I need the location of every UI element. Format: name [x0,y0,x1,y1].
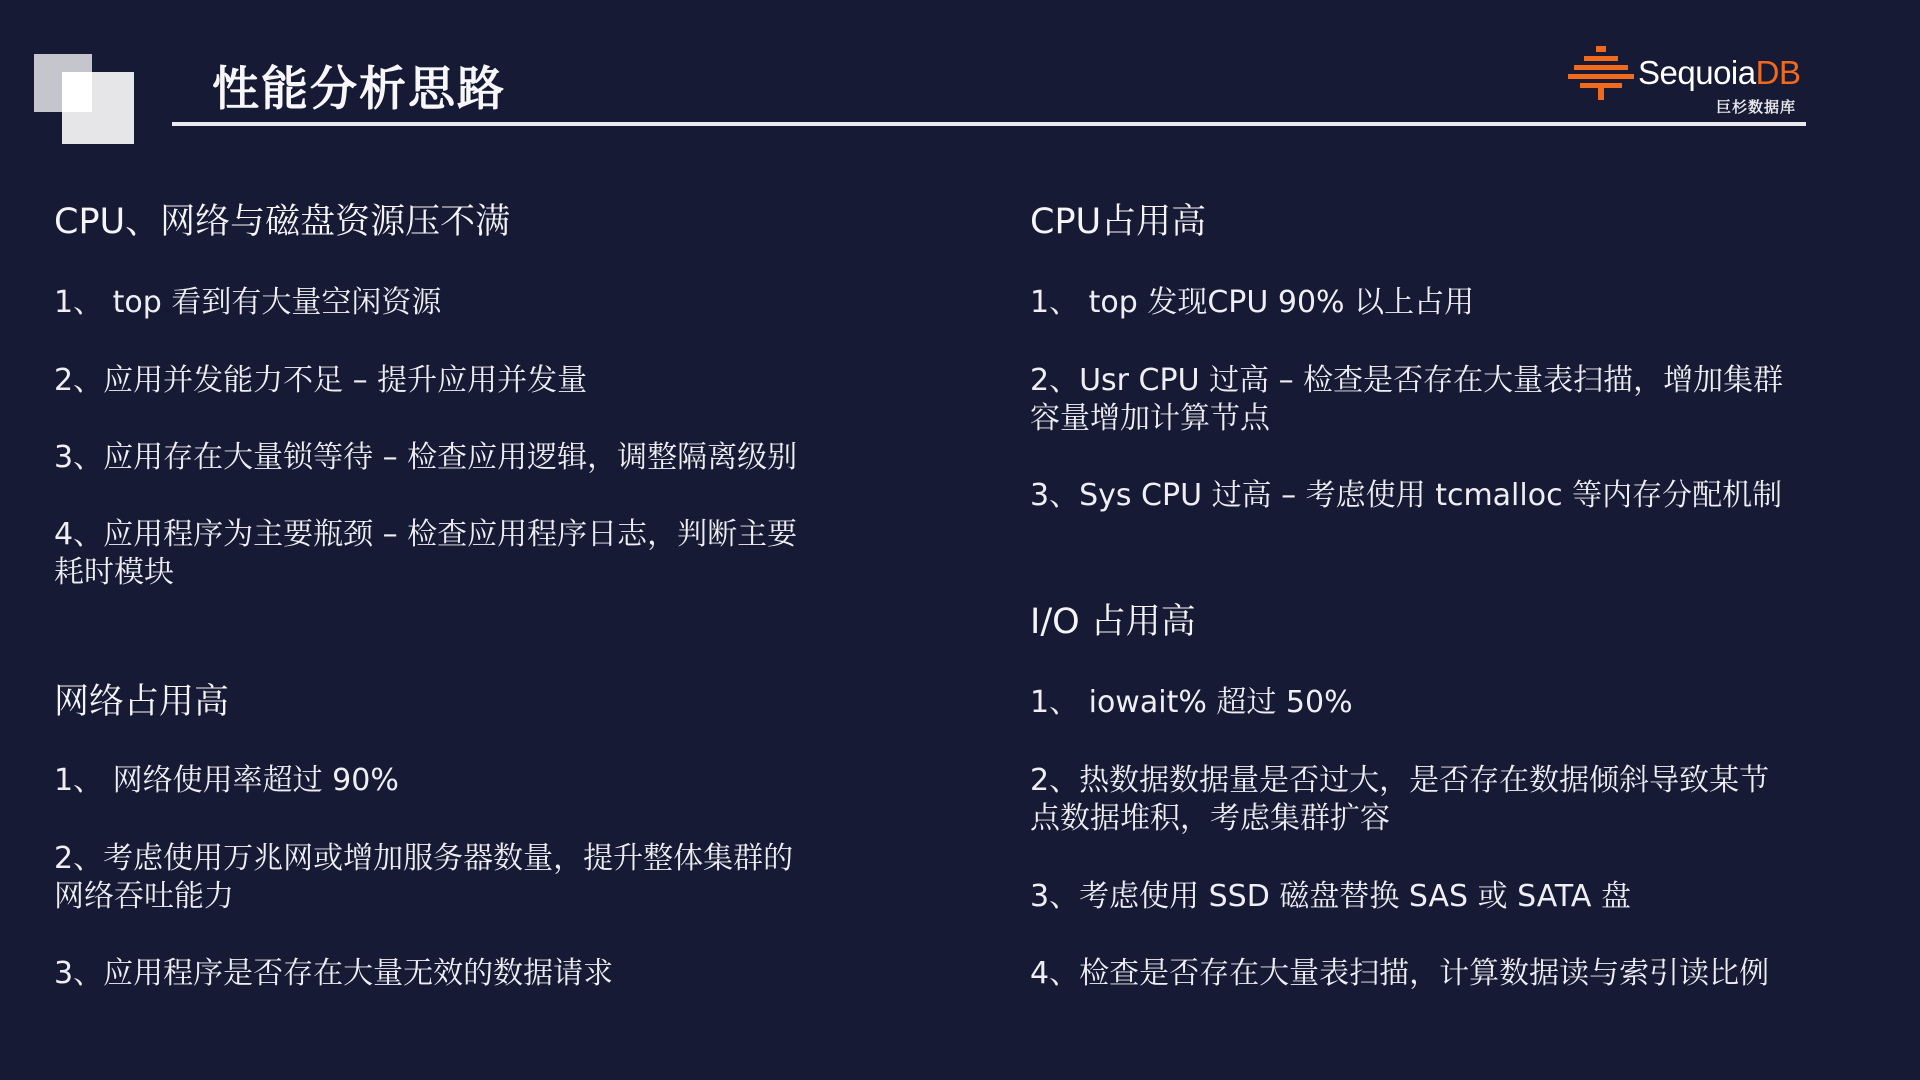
list-item-line: 1、 iowait% 超过 50% [1030,685,1353,720]
list-item-line: 1、 top 看到有大量空闲资源 [54,285,442,320]
list-item-line: 耗时模块 [54,555,174,590]
list-item [1030,955,1769,993]
section-heading: I/O 占用高 [1030,602,1196,642]
list-item-line: 3、应用程序是否存在大量无效的数据请求 [54,956,614,991]
list-item-line: 2、Usr CPU 过高 – 检查是否存在大量表扫描，增加集群 [1030,363,1784,398]
list-item [54,955,613,993]
list-item [1030,878,1631,916]
logo-wordmark [1638,54,1800,92]
list-item-line: 2、考虑使用万兆网或增加服务器数量，提升整体集群的 [54,841,794,876]
list-item-line: 3、Sys CPU 过高 – 考虑使用 tcmalloc 等内存分配机制 [1030,478,1783,513]
list-item [1030,362,1783,438]
list-item-line: 容量增加计算节点 [1030,401,1270,436]
list-item [54,439,797,477]
sequoiadb-logo [1566,44,1816,120]
section-heading: CPU占用高 [1030,202,1207,242]
sequoia-tree-icon [1566,44,1636,100]
logo-subtitle: 巨杉数据库 [1716,98,1797,116]
list-item [1030,762,1769,838]
section-network-high [54,680,229,724]
decorative-square-overlap [62,72,92,112]
list-item-line: 3、应用存在大量锁等待 – 检查应用逻辑，调整隔离级别 [54,440,798,475]
list-item-line: 4、检查是否存在大量表扫描，计算数据读与索引读比例 [1030,956,1770,991]
list-item-line: 1、 top 发现CPU 90% 以上占用 [1030,285,1475,320]
section-heading: 网络占用高 [54,682,230,722]
list-item [1030,284,1474,322]
list-item-line: 3、考虑使用 SSD 磁盘替换 SAS 或 SATA 盘 [1030,879,1631,914]
logo-wordmark-accent: DB [1755,54,1801,91]
section-heading: CPU、网络与磁盘资源压不满 [54,202,511,242]
list-item [54,516,797,592]
list-item-line: 2、应用并发能力不足 – 提升应用并发量 [54,363,588,398]
list-item [54,762,399,800]
list-item [1030,477,1782,515]
section-io-high [1030,600,1196,644]
list-item [54,840,793,916]
title-underline [172,122,1806,126]
list-item [1030,684,1353,722]
list-item-line: 网络吞吐能力 [54,879,234,914]
list-item-line: 4、应用程序为主要瓶颈 – 检查应用程序日志，判断主要 [54,517,798,552]
list-item [54,362,587,400]
logo-wordmark-main: Sequoia [1638,54,1756,91]
list-item-line: 2、热数据数据量是否过大，是否存在数据倾斜导致某节 [1030,763,1770,798]
section-cpu-network-disk-idle [54,200,510,244]
section-cpu-high [1030,200,1206,244]
list-item-line: 点数据堆积，考虑集群扩容 [1030,801,1390,836]
page-title: 性能分析思路 [212,62,506,117]
list-item-line: 1、 网络使用率超过 90% [54,763,399,798]
list-item [54,284,441,322]
